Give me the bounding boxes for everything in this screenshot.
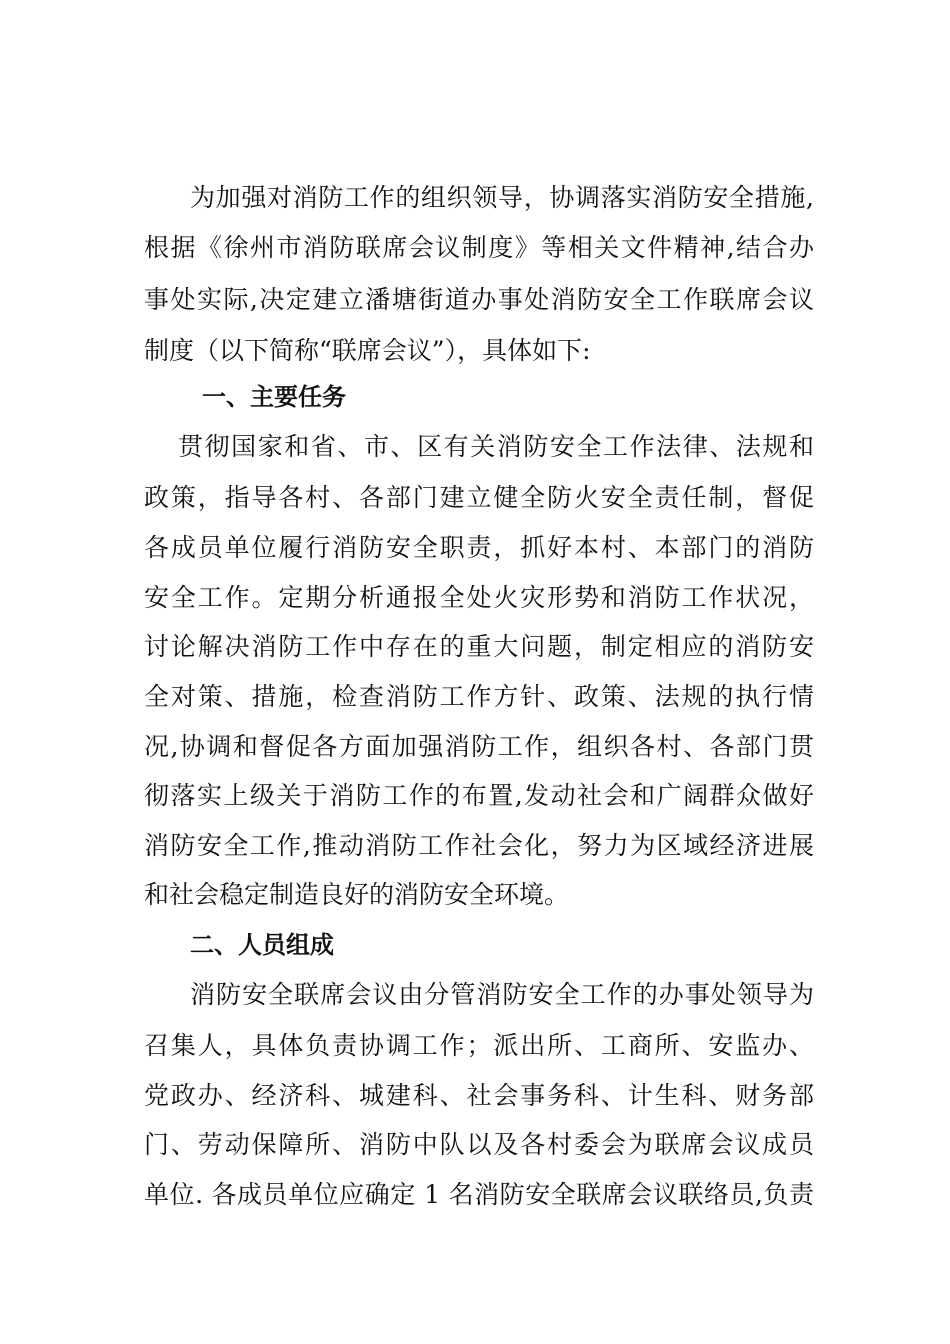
paragraph-2-line-7: 况,协调和督促各方面加强消防工作，组织各村、各部门贯 [144,732,814,761]
section-heading-main-tasks: 一、主要任务 [202,383,346,411]
paragraph-3-line-2: 召集人，具体负责协调工作；派出所、工商所、安监办、 [144,1031,814,1060]
paragraph-2-line-8: 彻落实上级关于消防工作的布置,发动社会和广阔群众做好 [144,781,814,810]
paragraph-2-line-6: 全对策、措施，检查消防工作方针、政策、法规的执行情 [144,682,814,711]
paragraph-2-line-3: 各成员单位履行消防安全职责，抓好本村、本部门的消防 [144,533,814,562]
paragraph-2-line-10: 和社会稳定制造良好的消防安全环境。 [144,880,570,909]
paragraph-1-line-3: 事处实际,决定建立潘塘街道办事处消防安全工作联席会议 [144,285,814,314]
paragraph-2-line-4: 安全工作。定期分析通报全处火灾形势和消防工作状况， [144,583,814,612]
paragraph-2-line-5: 讨论解决消防工作中存在的重大问题，制定相应的消防安 [144,632,814,661]
paragraph-2-line-1: 贯彻国家和省、市、区有关消防安全工作法律、法规和 [178,432,814,461]
paragraph-3-line-3: 党政办、经济科、城建科、社会事务科、计生科、财务部 [144,1081,814,1110]
paragraph-3-line-1: 消防安全联席会议由分管消防安全工作的办事处领导为 [190,980,814,1009]
paragraph-2-line-9: 消防安全工作,推动消防工作社会化，努力为区域经济进展 [144,831,814,860]
paragraph-1-line-1: 为加强对消防工作的组织领导，协调落实消防安全措施, [190,183,814,212]
paragraph-2-line-2: 政策，指导各村、各部门建立健全防火安全责任制，督促 [144,483,814,512]
paragraph-3-line-4: 门、劳动保障所、消防中队以及各村委会为联席会议成员 [144,1130,814,1159]
paragraph-1-line-2: 根据《徐州市消防联席会议制度》等相关文件精神,结合办 [144,233,814,262]
paragraph-1-line-4: 制度（以下简称“联席会议”），具体如下: [144,336,591,365]
section-heading-personnel: 二、人员组成 [190,931,334,959]
paragraph-3-line-5: 单位. 各成员单位应确定 1 名消防安全联席会议联络员,负责 [144,1180,814,1209]
